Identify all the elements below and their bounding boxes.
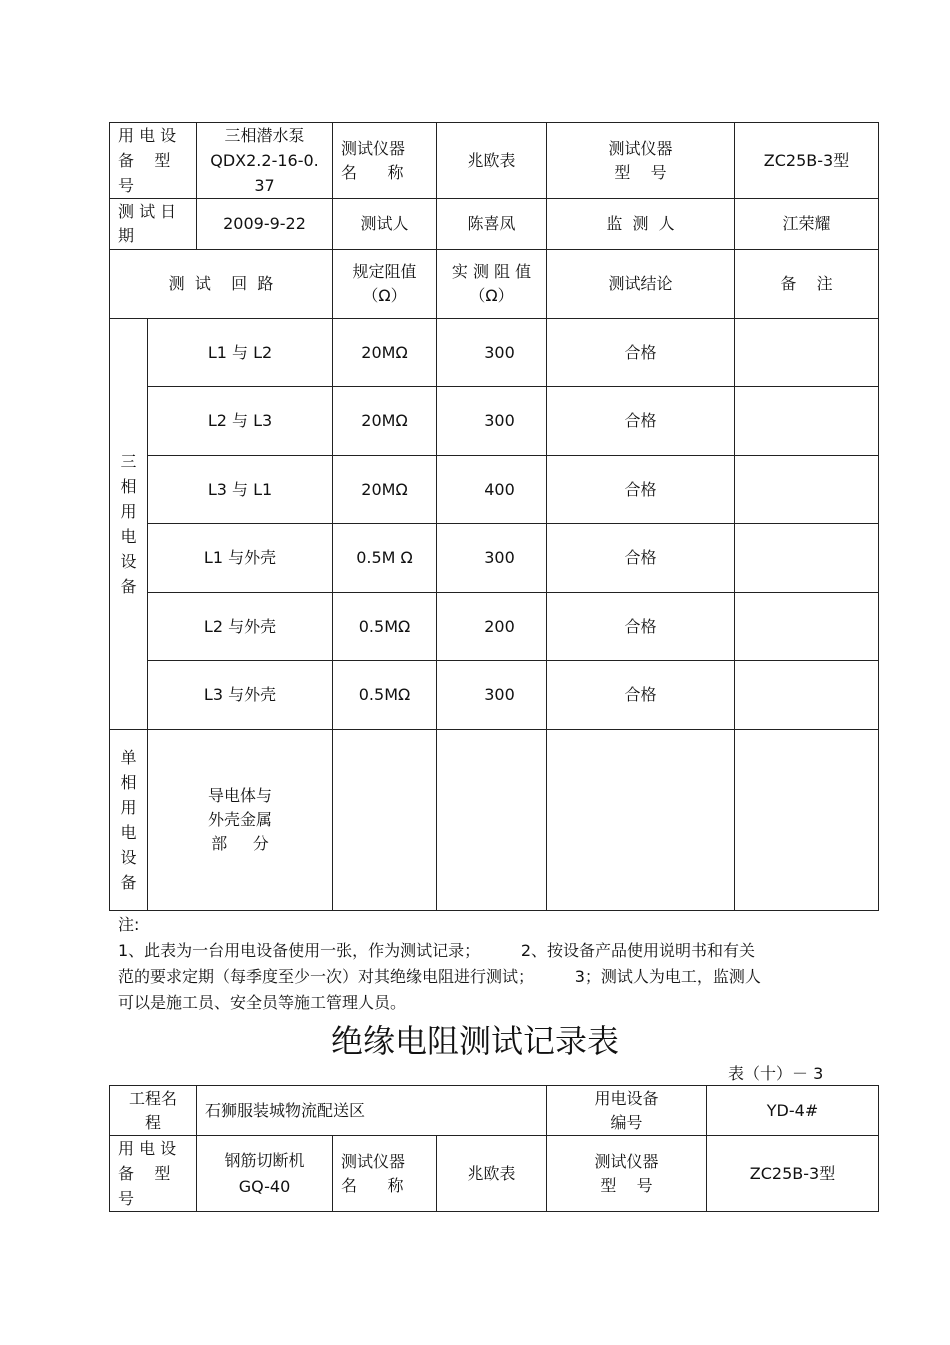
header-conclusion: 测试结论: [547, 250, 735, 319]
three-phase-group-text: [114, 449, 143, 599]
actual-cell: 400: [437, 456, 547, 524]
vertical-char: 用: [120, 502, 137, 521]
equipment-model-label: 用 电 设 备 型 号: [110, 123, 197, 199]
header-rated-resistance: 规定阻值 （Ω）: [333, 250, 437, 319]
table-number: 表（十）－ 3: [728, 1064, 824, 1083]
vertical-char: 相: [120, 773, 137, 792]
tester-value: 陈喜凤: [437, 199, 547, 250]
vertical-char: 设: [120, 848, 137, 867]
notes-heading: 注:: [118, 915, 140, 934]
test-date-label: 测 试 日 期: [110, 199, 197, 250]
equipment-no-value: YD-4#: [707, 1086, 879, 1136]
remark-cell: [735, 319, 879, 387]
vertical-char: 相: [120, 477, 137, 496]
project-label: 工程名 程: [110, 1086, 197, 1136]
conclusion-cell: 合格: [547, 661, 735, 730]
single-phase-group-text: [114, 745, 143, 895]
insulation-test-table-2: [109, 1085, 879, 1212]
instrument-model-label: 测试仪器 型 号: [547, 1136, 707, 1212]
notes: [118, 912, 858, 1016]
circuit-cell: L2 与外壳: [148, 593, 333, 661]
table-row: [110, 730, 879, 911]
remark-cell: [735, 593, 879, 661]
actual-cell: [437, 730, 547, 911]
single-phase-group-label: [110, 730, 148, 911]
circuit-cell: L3 与外壳: [148, 661, 333, 730]
header-circuit: 测 试 回 路: [110, 250, 333, 319]
remark-cell: [735, 524, 879, 593]
conclusion-cell: 合格: [547, 593, 735, 661]
monitor-label: 监 测 人: [547, 199, 735, 250]
circuit-cell: 导电体与 外壳金属 部 分: [148, 730, 333, 911]
equipment-model-value: 三相潜水泵 QDX2.2-16-0. 37: [197, 123, 333, 199]
monitor-value: 江荣耀: [735, 199, 879, 250]
vertical-char: 电: [120, 823, 137, 842]
circuit-cell: L3 与 L1: [148, 456, 333, 524]
table-row: [110, 319, 879, 387]
circuit-cell: L1 与 L2: [148, 319, 333, 387]
project-value: 石狮服装城物流配送区: [197, 1086, 547, 1136]
test-date-value: 2009-9-22: [197, 199, 333, 250]
actual-cell: 300: [437, 387, 547, 456]
actual-cell: 200: [437, 593, 547, 661]
instrument-name-label: 测试仪器 名 称: [333, 1136, 437, 1212]
conclusion-cell: 合格: [547, 456, 735, 524]
equipment-no-label: 用电设备 编号: [547, 1086, 707, 1136]
notes-line: 可以是施工员、安全员等施工管理人员。: [118, 993, 407, 1012]
instrument-model-label: 测试仪器 型 号: [547, 123, 735, 199]
table-row: [110, 456, 879, 524]
vertical-char: 备: [120, 873, 137, 892]
remark-cell: [735, 730, 879, 911]
instrument-name-label: 测试仪器 名 称: [333, 123, 437, 199]
rated-cell: 20MΩ: [333, 387, 437, 456]
rated-cell: 0.5MΩ: [333, 593, 437, 661]
circuit-cell: L1 与外壳: [148, 524, 333, 593]
instrument-name-value: 兆欧表: [437, 123, 547, 199]
conclusion-cell: 合格: [547, 319, 735, 387]
circuit-cell: L2 与 L3: [148, 387, 333, 456]
equipment-model-label: 用 电 设 备 型 号: [110, 1136, 197, 1212]
instrument-name-value: 兆欧表: [437, 1136, 547, 1212]
header-actual-resistance: 实 测 阻 值 （Ω）: [437, 250, 547, 319]
rated-cell: 20MΩ: [333, 456, 437, 524]
notes-line: 范的要求定期（每季度至少一次）对其绝缘电阻进行测试； 3；测试人为电工，监测人: [118, 967, 761, 986]
table-row: [110, 661, 879, 730]
remark-cell: [735, 387, 879, 456]
rated-cell: 20MΩ: [333, 319, 437, 387]
table-row: [110, 387, 879, 456]
vertical-char: 单: [120, 748, 137, 767]
tester-label: 测试人: [333, 199, 437, 250]
instrument-model-value: ZC25B-3型: [735, 123, 879, 199]
rated-cell: 0.5M Ω: [333, 524, 437, 593]
table-row: [110, 524, 879, 593]
table-row: [110, 593, 879, 661]
header-remark: 备 注: [735, 250, 879, 319]
equipment-model-value: 钢筋切断机 GQ-40: [197, 1136, 333, 1212]
actual-cell: 300: [437, 524, 547, 593]
actual-cell: 300: [437, 319, 547, 387]
notes-line: 1、此表为一台用电设备使用一张，作为测试记录； 2、按设备产品使用说明书和有关: [118, 941, 756, 960]
vertical-char: 电: [120, 527, 137, 546]
instrument-model-value: ZC25B-3型: [707, 1136, 879, 1212]
conclusion-cell: 合格: [547, 524, 735, 593]
remark-cell: [735, 661, 879, 730]
conclusion-cell: [547, 730, 735, 911]
vertical-char: 备: [120, 577, 137, 596]
remark-cell: [735, 456, 879, 524]
rated-cell: [333, 730, 437, 911]
vertical-char: 设: [120, 552, 137, 571]
insulation-test-table: [109, 122, 879, 911]
actual-cell: 300: [437, 661, 547, 730]
vertical-char: 三: [120, 452, 137, 471]
rated-cell: 0.5MΩ: [333, 661, 437, 730]
form-title: 绝缘电阻测试记录表: [330, 1022, 619, 1060]
conclusion-cell: 合格: [547, 387, 735, 456]
three-phase-group-label: [110, 319, 148, 730]
vertical-char: 用: [120, 798, 137, 817]
